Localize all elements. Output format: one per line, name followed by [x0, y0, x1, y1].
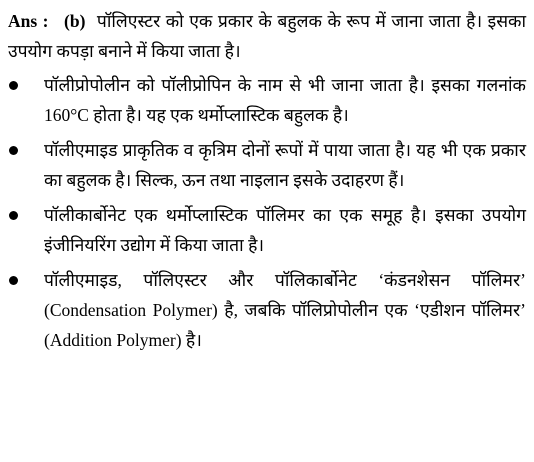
- list-item: [8, 200, 526, 260]
- list-item: [8, 265, 526, 355]
- answer-option: (b): [64, 11, 86, 31]
- answer-paragraph: [8, 6, 526, 66]
- bullet-icon: [9, 211, 18, 220]
- bullet-text: पॉलीप्रोपोलीन को पॉलीप्रोपिन के नाम से भी जाना जाता है। इसका गलनांक 160°C होता है। यह एक थर्मोप्लास्टिक बहुलक है।: [44, 75, 526, 125]
- bullet-list: [8, 70, 526, 355]
- answer-label: Ans :: [8, 11, 49, 31]
- list-item: [8, 135, 526, 195]
- bullet-icon: [9, 81, 18, 90]
- answer-text: पॉलिएस्टर को एक प्रकार के बहुलक के रूप में जाना जाता है। इसका उपयोग कपड़ा बनाने में किया जाता है।: [8, 11, 526, 61]
- bullet-icon: [9, 146, 18, 155]
- bullet-icon: [9, 276, 18, 285]
- bullet-text: पॉलीएमाइड, पॉलिएस्टर और पॉलिकार्बोनेट ‘कंडनशेसन पॉलिमर’ (Condensation Polymer) है, जबकि पॉलिप्रोपोलीन एक ‘एडीशन पॉलिमर’ (Addition Polymer) है।: [44, 270, 526, 350]
- bullet-text: पॉलीएमाइड प्राकृतिक व कृत्रिम दोनों रूपों में पाया जाता है। यह भी एक प्रकार का बहुलक है। सिल्क, ऊन तथा नाइलान इसके उदाहरण हैं।: [44, 140, 526, 190]
- list-item: [8, 70, 526, 130]
- bullet-text: पॉलीकार्बोनेट एक थर्मोप्लास्टिक पॉलिमर का एक समूह है। इसका उपयोग इंजीनियरिंग उद्योग में किया जाता है।: [44, 205, 526, 255]
